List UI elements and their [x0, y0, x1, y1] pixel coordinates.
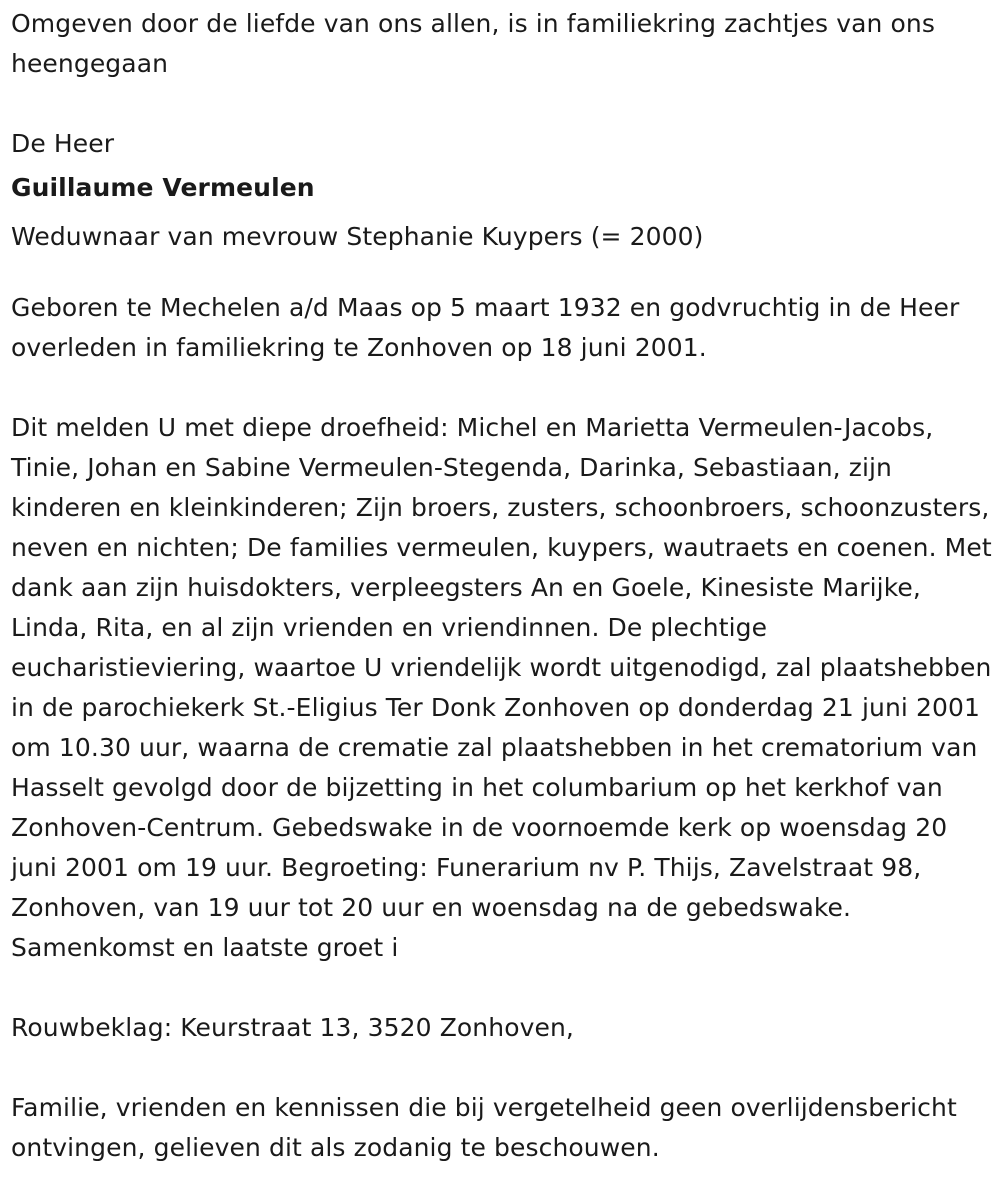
widower-line: Weduwnaar van mevrouw Stephanie Kuypers (= 2000)	[11, 222, 704, 251]
birth-death-text: Geboren te Mechelen a/d Maas op 5 maart 1932 en godvruchtig in de Heer overleden in familiekring te Zonhoven op 18 juni 2001.	[11, 293, 960, 362]
salutation: De Heer	[11, 129, 115, 158]
condolence-address: Rouwbeklag: Keurstraat 13, 3520 Zonhoven,	[11, 1013, 574, 1042]
deceased-name: Guillaume Vermeulen	[11, 173, 315, 202]
spacer	[11, 968, 996, 1008]
spacer	[11, 368, 996, 408]
closing-text: Familie, vrienden en kennissen die bij vergetelheid geen overlijdensbericht ontvingen, gelieven dit als zodanig te beschouwen.	[11, 1093, 957, 1162]
intro-text: Omgeven door de liefde van ons allen, is in familiekring zachtjes van ons heengegaan	[11, 9, 935, 78]
spacer	[11, 1048, 996, 1088]
spacer	[11, 262, 996, 288]
spacer	[11, 84, 996, 124]
announcement-text: Dit melden U met diepe droefheid: Michel en Marietta Vermeulen-Jacobs, Tinie, Johan en Sabine Vermeulen-Stegenda, Darinka, Sebastiaan, zijn kinderen en kleinkinderen; Zijn broers, zusters, schoonbroers, schoonzusters, neven en nichten; De families vermeulen, kuypers, wautraets en coenen. Met dank aan zijn huisdokters, verpleegsters An en Goele, Kinesiste Marijke, Linda, Rita, en al zijn vrienden en vriendinnen. De plechtige eucharistieviering, waartoe U vriendelijk wordt uitgenodigd, zal plaatshebben in de parochiekerk St.-Eligius Ter Donk Zonhoven op donderdag 21 juni 2001 om 10.30 uur, waarna de crematie zal plaatshebben in het crematorium van Hasselt gevolgd door de bijzetting in het columbarium op het kerkhof van Zonhoven-Centrum. Gebedswake in de voornoemde kerk op woensdag 20 juni 2001 om 19 uur. Begroeting: Funerarium nv P. Thijs, Zavelstraat 98, Zonhoven, van 19 uur tot 20 uur en woensdag na de gebedswake. Samenkomst en laatste groet i	[11, 413, 992, 962]
obituary-notice	[11, 4, 996, 1168]
